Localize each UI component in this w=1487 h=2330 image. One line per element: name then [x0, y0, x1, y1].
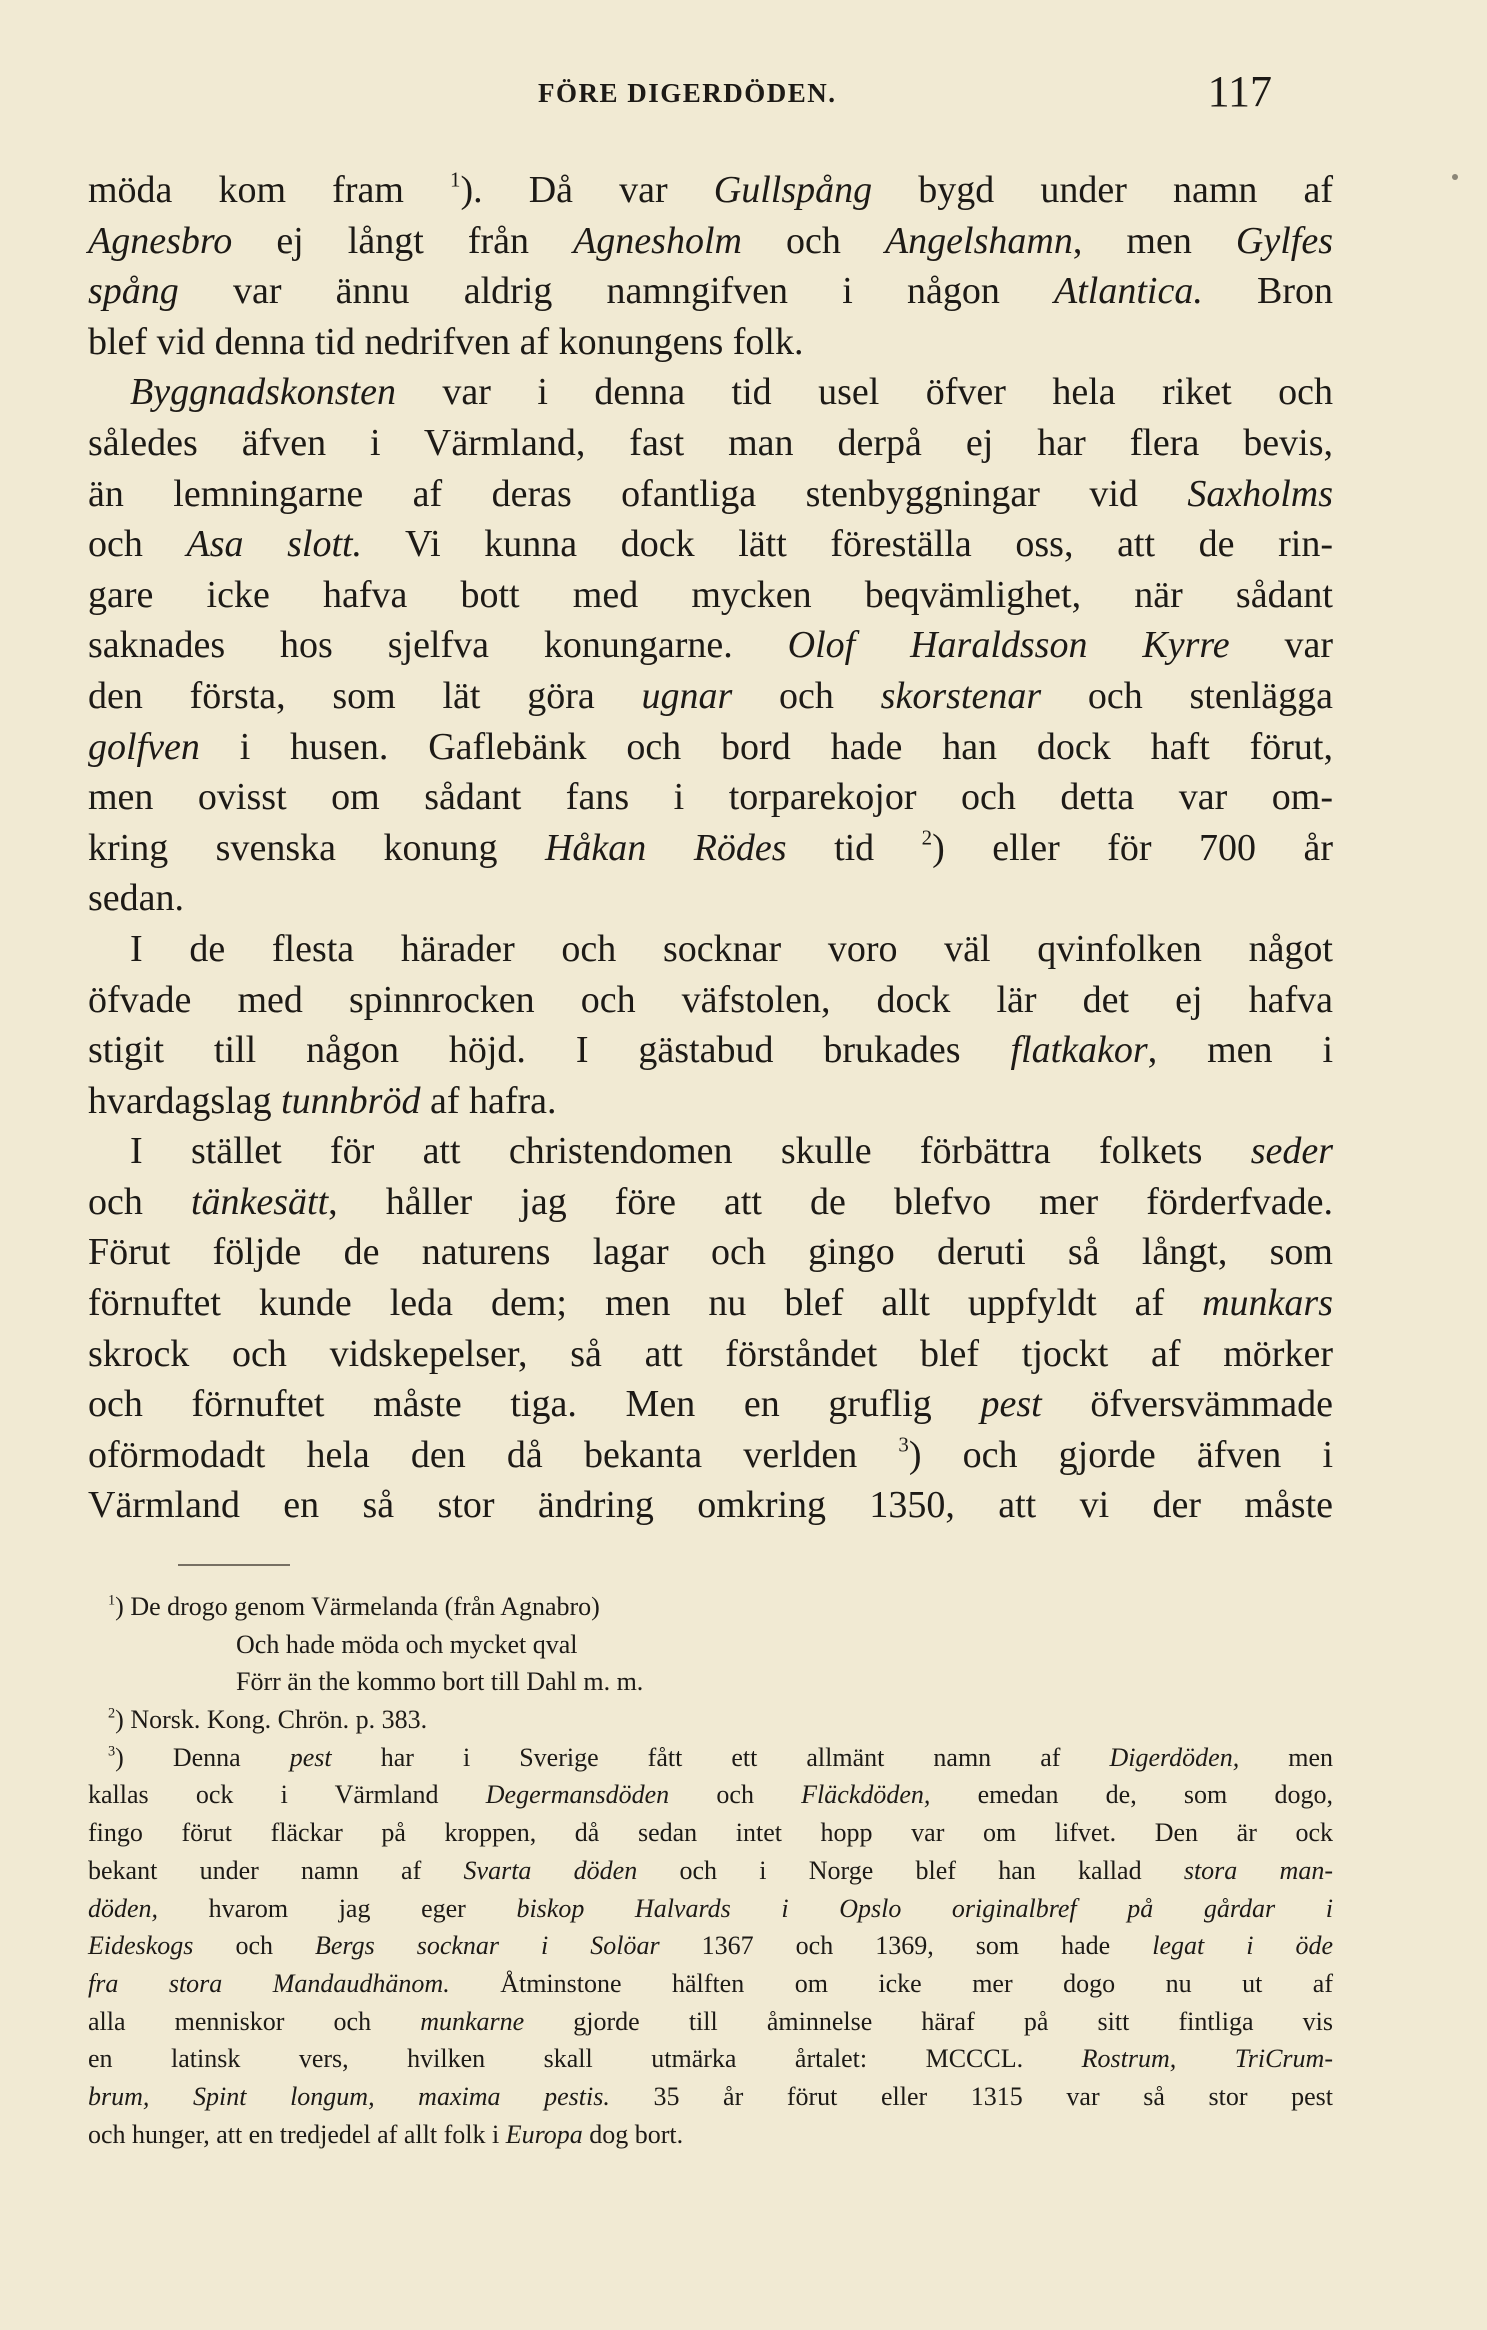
italic-text: Rostrum, TriCrum-: [1081, 2044, 1333, 2074]
italic-text: flatkakor: [1010, 1029, 1148, 1072]
text-run: och: [669, 1780, 802, 1810]
text-run: bekant under namn af: [88, 1855, 464, 1885]
text-run: I stället för att christendomen skulle förbättra folkets: [130, 1130, 1251, 1173]
text-run: och hunger, att en tredjedel af allt folk i: [88, 2119, 506, 2149]
text-run: och: [88, 1180, 191, 1223]
text-run: Vi kunna dock lätt föreställa oss, att de rin-: [362, 523, 1333, 566]
text-run: Värmland en så stor ändring omkring 1350, att vi der måste: [88, 1484, 1333, 1527]
text-line: [88, 570, 1333, 621]
text-line: [88, 1177, 1333, 1228]
body-text: [88, 165, 1333, 1531]
italic-text: Degermansdöden: [485, 1780, 670, 1810]
text-run: , men i: [1147, 1029, 1333, 1072]
footnote-line: [88, 2040, 1333, 2078]
footnote-line: [88, 1852, 1333, 1890]
text-run: dog bort.: [582, 2119, 684, 2149]
text-run: men: [1239, 1742, 1334, 1772]
text-line: [88, 924, 1333, 975]
italic-text: munkars: [1202, 1282, 1333, 1325]
italic-text: seder: [1250, 1130, 1333, 1173]
footnote-line: [88, 2116, 1333, 2154]
text-run: än lemningarne af deras ofantliga stenbyggningar vid: [88, 472, 1188, 515]
text-run: hvarom jag eger: [158, 1893, 517, 1923]
page-header: [88, 62, 1280, 132]
text-line: [88, 1329, 1333, 1380]
footnote-line: [88, 1965, 1333, 2003]
text-run: Och hade möda och mycket qval: [236, 1629, 578, 1659]
italic-text: Atlantica.: [1054, 270, 1203, 313]
text-line: [88, 317, 1333, 368]
italic-text: Eideskogs: [88, 1931, 194, 1961]
text-run: I de flesta härader och socknar voro väl qvinfolken något: [130, 927, 1333, 970]
text-line: [88, 620, 1333, 671]
text-line: [88, 722, 1333, 773]
italic-text: Agnesholm: [573, 219, 742, 262]
text-run: ) Norsk. Kong. Chrön. p. 383.: [115, 1705, 428, 1735]
italic-text: brum, Spint longum, maxima pestis.: [88, 2081, 610, 2111]
italic-text: pest: [980, 1383, 1042, 1426]
text-run: hvardagslag: [88, 1079, 282, 1122]
text-run: i husen. Gaflebänk och bord hade han dock haft förut,: [199, 725, 1333, 768]
text-run: har i Sverige fått ett allmänt namn af: [331, 1742, 1110, 1772]
text-run: och förnuftet måste tiga. Men en gruflig: [88, 1383, 981, 1426]
text-run: sedan.: [88, 877, 185, 920]
text-line: [88, 367, 1333, 418]
footnote-line: [88, 1814, 1333, 1852]
italic-text: Gylfes: [1235, 219, 1333, 262]
text-run: 1367 och 1369, som hade: [659, 1931, 1153, 1961]
text-line: [88, 1126, 1333, 1177]
italic-text: Angelshamn: [884, 219, 1073, 262]
text-run: och: [732, 674, 881, 717]
italic-text: fra stora Mandaudhänom.: [88, 1968, 450, 1998]
italic-text: Svarta döden: [463, 1855, 638, 1885]
text-run: och i Norge blef han kallad: [637, 1855, 1184, 1885]
running-title: FÖRE DIGERDÖDEN.: [538, 78, 837, 108]
text-line: [88, 1076, 1333, 1127]
text-run: öfvade med spinnrocken och väfstolen, dock lär det ej hafva: [88, 978, 1333, 1021]
text-run: öfversvämmade: [1041, 1383, 1334, 1426]
footnote-ref: 2: [921, 825, 933, 850]
text-run: gare icke hafva bott med mycken beqvämlighet, när sådant: [88, 573, 1333, 616]
text-line: [88, 1430, 1333, 1481]
footnote-line: [88, 1588, 1333, 1626]
footnote-ref: 1: [108, 1592, 116, 1609]
text-line: [88, 1227, 1333, 1278]
text-run: Bron: [1202, 270, 1334, 313]
text-run: möda kom fram: [88, 169, 451, 211]
text-run: af hafra.: [420, 1079, 557, 1122]
text-run: ) eller för 700 år: [932, 826, 1333, 869]
text-run: , men: [1072, 219, 1236, 262]
text-line: [88, 823, 1333, 874]
italic-text: Fläckdöden,: [801, 1780, 931, 1810]
text-line: [88, 469, 1333, 520]
italic-text: stora man-: [1183, 1855, 1333, 1885]
text-run: således äfven i Värmland, fast man derpå ej har flera bevis,: [88, 421, 1333, 464]
text-run: tid: [786, 826, 922, 869]
text-run: och: [88, 523, 187, 566]
text-run: och stenlägga: [1041, 674, 1333, 717]
footnote-line: [88, 2003, 1333, 2041]
text-run: Åtminstone hälften om icke mer dogo nu ut af: [449, 1968, 1333, 1998]
footnote-line: [88, 1739, 1333, 1777]
text-run: stigit till någon höjd. I gästabud brukades: [88, 1029, 1011, 1072]
italic-text: Digerdöden,: [1109, 1742, 1240, 1772]
text-run: blef vid denna tid nedrifven af konungens folk.: [88, 320, 804, 363]
text-run: skrock och vidskepelser, så att förståndet blef tjockt af mörker: [88, 1332, 1333, 1375]
text-run: förnuftet kunde leda dem; men nu blef allt uppfyldt af: [88, 1282, 1203, 1325]
text-line: [88, 1278, 1333, 1329]
text-line: [88, 1025, 1333, 1076]
text-run: var i denna tid usel öfver hela riket och: [395, 371, 1333, 414]
text-run: , håller jag före att de blefvo mer förderfvade.: [328, 1180, 1333, 1223]
text-run: Förr än the kommo bort till Dahl m. m.: [236, 1667, 644, 1697]
text-run: ). Då var: [460, 169, 714, 211]
text-run: gjorde till åminnelse häraf på sitt fintliga vis: [524, 2006, 1333, 2036]
footnote-ref: 2: [108, 1705, 116, 1722]
italic-text: ugnar: [641, 674, 733, 717]
italic-text: Bergs socknar i Solöar: [315, 1931, 660, 1961]
text-run: var: [1229, 624, 1334, 667]
footnote-line: [88, 1890, 1333, 1928]
italic-text: legat i öde: [1152, 1931, 1334, 1961]
text-run: alla menniskor och: [88, 2006, 421, 2036]
text-run: ej långt från: [232, 219, 574, 262]
text-run: Förut följde de naturens lagar och gingo deruti så långt, som: [88, 1231, 1333, 1274]
text-run: kallas ock i Värmland: [88, 1780, 486, 1810]
text-run: emedan de, som dogo,: [930, 1780, 1333, 1810]
text-run: och: [741, 219, 885, 262]
text-line: [88, 519, 1333, 570]
footnote-rule: [178, 1564, 290, 1566]
text-run: och: [193, 1931, 315, 1961]
italic-text: Agnesbro: [88, 219, 233, 262]
text-line: [88, 1379, 1333, 1430]
text-run: ) och gjorde äfven i: [908, 1433, 1334, 1476]
text-run: saknades hos sjelfva konungarne.: [88, 624, 788, 667]
italic-text: munkarne: [420, 2006, 525, 2036]
text-line: [88, 873, 1333, 924]
italic-text: golfven: [88, 725, 200, 768]
text-run: oförmodadt hela den då bekanta verlden: [88, 1433, 899, 1476]
text-line: [88, 216, 1333, 267]
italic-text: pest: [289, 1742, 332, 1772]
text-run: var ännu aldrig namngifven i någon: [178, 270, 1055, 313]
text-line: [88, 266, 1333, 317]
italic-text: Byggnadskonsten: [130, 371, 396, 414]
text-line: [88, 1480, 1333, 1531]
text-run: en latinsk vers, hvilken skall utmärka årtalet: MCCCL.: [88, 2044, 1082, 2074]
italic-text: Asa slott.: [186, 523, 363, 566]
text-run: kring svenska konung: [88, 826, 545, 869]
italic-text: döden,: [88, 1893, 159, 1923]
text-line: [88, 975, 1333, 1026]
italic-text: Olof Haraldsson Kyrre: [787, 624, 1230, 667]
italic-text: spång: [88, 270, 179, 313]
text-run: ) Denna: [115, 1742, 290, 1772]
footnote-line: [88, 1626, 1333, 1664]
margin-dot: [1452, 174, 1458, 180]
italic-text: biskop Halvards i Opslo originalbref på gårdar i: [516, 1893, 1333, 1923]
footnote-ref: 3: [108, 1743, 116, 1760]
text-line: [88, 671, 1333, 722]
footnote-line: [88, 1927, 1333, 1965]
italic-text: tunnbröd: [281, 1079, 421, 1122]
text-line: [88, 418, 1333, 469]
page-number: 117: [1207, 67, 1272, 116]
text-run: ) De drogo genom Värmelanda (från Agnabro): [115, 1592, 600, 1621]
italic-text: Europa: [505, 2119, 583, 2149]
italic-text: Håkan Rödes: [544, 826, 787, 869]
italic-text: Gullspång: [713, 169, 873, 211]
italic-text: Saxholms: [1187, 472, 1333, 515]
footnotes: [88, 1588, 1333, 2153]
text-run: den första, som lät göra: [88, 674, 642, 717]
text-line: [88, 165, 1333, 216]
italic-text: tänkesätt: [190, 1180, 329, 1223]
italic-text: skorstenar: [880, 674, 1042, 717]
text-run: men ovisst om sådant fans i torparekojor och detta var om-: [88, 776, 1333, 819]
text-run: fingo förut fläckar på kroppen, då sedan intet hopp var om lifvet. Den är ock: [88, 1818, 1333, 1848]
text-run: bygd under namn af: [872, 169, 1334, 211]
footnote-line: [88, 2078, 1333, 2116]
footnote-line: [88, 1701, 1333, 1739]
footnote-line: [88, 1776, 1333, 1814]
footnote-line: [88, 1663, 1333, 1701]
footnote-ref: 1: [450, 167, 461, 192]
text-line: [88, 772, 1333, 823]
text-run: 35 år förut eller 1315 var så stor pest: [609, 2081, 1333, 2111]
footnote-ref: 3: [898, 1432, 909, 1457]
